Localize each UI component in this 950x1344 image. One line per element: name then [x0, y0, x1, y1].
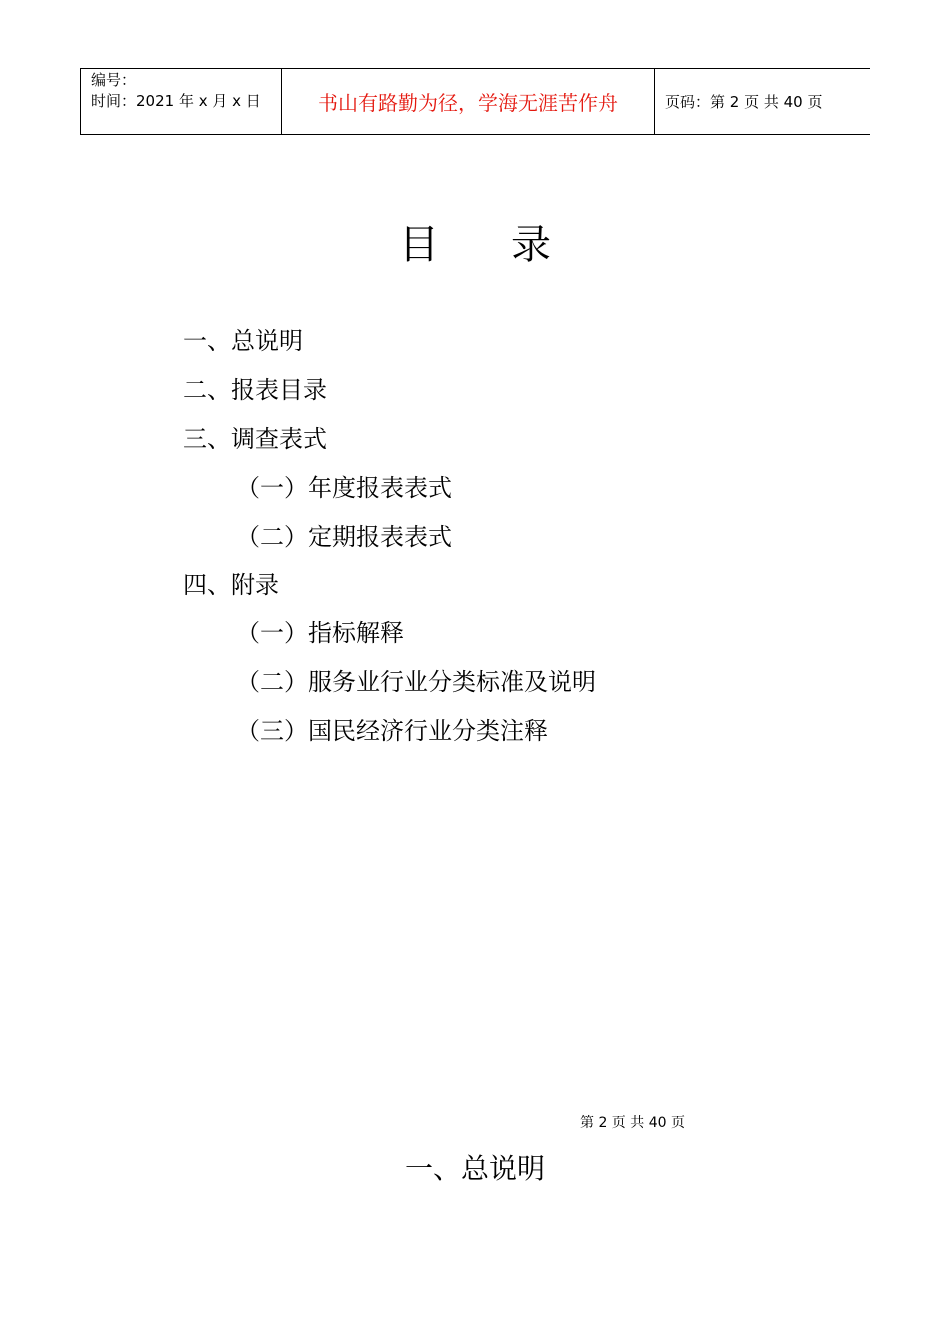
toc-subitem: （一）指标解释 — [236, 619, 404, 647]
document-header — [80, 68, 870, 135]
toc-subitem: （二）服务业行业分类标准及说明 — [236, 668, 596, 696]
toc-subitem: （一）年度报表表式 — [236, 474, 452, 502]
toc-subitem: （二）定期报表表式 — [236, 523, 452, 551]
toc-subitem: （三）国民经济行业分类注释 — [236, 717, 548, 745]
header-motto-cell — [282, 69, 655, 134]
header-page-info: 页码：第 2 页 共 40 页 — [665, 93, 823, 111]
serial-number-label: 编号： — [91, 71, 137, 89]
toc-item: 一、总说明 — [183, 327, 303, 355]
date-label: 时间：2021 年 x 月 x 日 — [91, 92, 261, 110]
header-meta-cell — [81, 69, 282, 134]
toc-item: 四、附录 — [183, 571, 279, 599]
toc-item: 二、报表目录 — [183, 376, 327, 404]
footer-page-number: 第 2 页 共 40 页 — [580, 1115, 685, 1131]
toc-title: 目录 — [399, 222, 623, 268]
header-page-cell — [655, 69, 870, 134]
section-heading: 一、总说明 — [404, 1152, 545, 1185]
motto-text: 书山有路勤为径，学海无涯苦作舟 — [318, 90, 618, 115]
toc-item: 三、调查表式 — [183, 425, 327, 453]
